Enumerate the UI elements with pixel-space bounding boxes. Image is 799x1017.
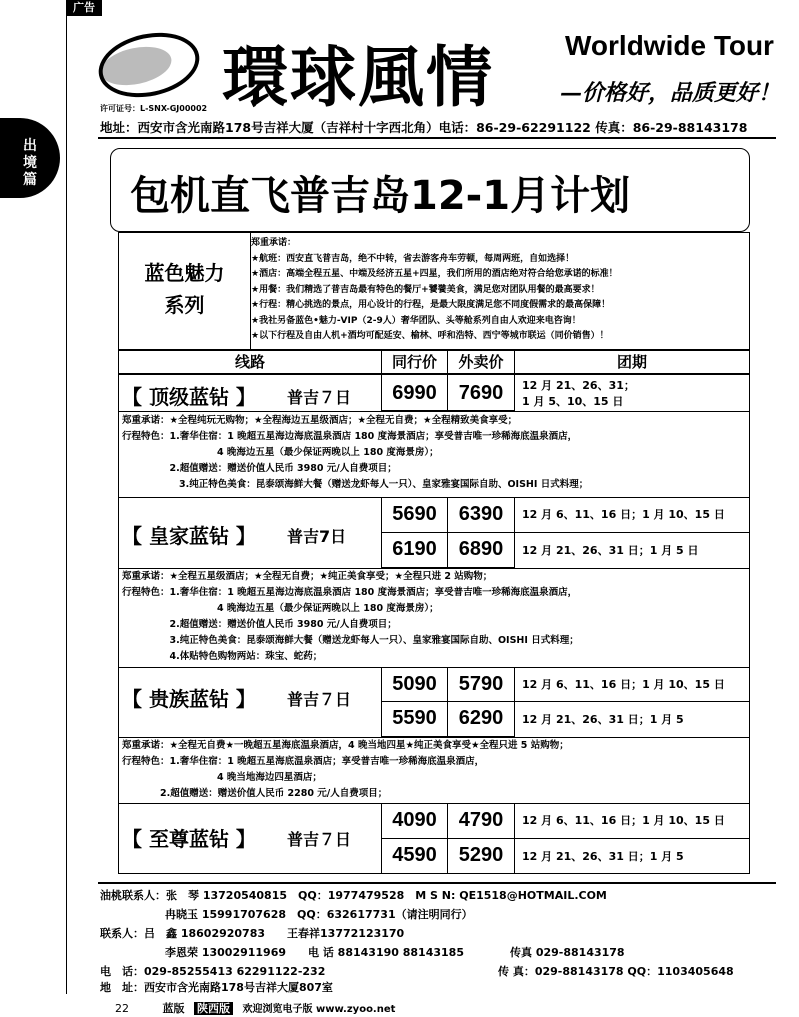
general-promise-box [250, 232, 750, 350]
detail-line: 郑重承诺：★全程纯玩无购物；★全程海边五星级酒店；★全程无自费；★全程精致美食享受； [122, 415, 518, 426]
product-destination: 普吉7日 [287, 527, 347, 546]
departure-dates: 12 月 21、26、31 日；1 月 5 日 [522, 544, 699, 557]
row-divider [118, 411, 750, 412]
departure-dates: 12 月 21、26、31 日；1 月 5 [522, 713, 684, 726]
brand-slogan: —价格好，品质更好！ [560, 80, 781, 106]
detail-line: 4 晚海边五星（最少保证两晚以上 180 度海景房）； [122, 603, 439, 614]
contact-fax: 传真 029-88143178 [510, 946, 625, 959]
detail-line: 3.纯正特色美食：昆泰颂海鲜大餐（赠送龙虾每人一只）、皇家雅宴国际自助、OISHI 日式料理； [122, 635, 579, 646]
col-header-dates: 团期 [514, 350, 750, 374]
detail-line: 郑重承诺：★全程无自费★一晚超五星海底温泉酒店，4 晚当地四星★纯正美食享受★全程只进 5 站购物； [122, 740, 569, 751]
product-name: 【 皇家蓝钻 】 [122, 524, 256, 548]
retail-price: 5290 [447, 838, 515, 874]
departure-dates: 12 月 6、11、16 日；1 月 10、15 日 [522, 678, 725, 691]
promise-line: ★行程：精心挑选的景点，用心设计的行程，是最大限度满足您不同度假需求的最高保障！ [251, 300, 611, 310]
side-tab-char: 篇 [23, 172, 37, 188]
product-name: 【 贵族蓝钻 】 [122, 687, 256, 711]
detail-line: 行程特色：1.奢华住宿：1 晚超五星海边海底温泉酒店 180 度海景酒店；享受普吉唯一珍稀海底温泉酒店， [122, 587, 578, 598]
detail-line: 4 晚海边五星（最少保证两晚以上 180 度海景房）； [122, 447, 439, 458]
promise-line: ★用餐：我们精选了普吉岛最有特色的餐厅+饕餮美食，满足您对团队用餐的最高要求！ [251, 284, 600, 295]
departure-dates: 12 月 21、26、31； [522, 379, 635, 392]
ad-tag: 广告 [66, 0, 102, 16]
retail-price: 6290 [447, 701, 515, 737]
departure-dates: 12 月 6、11、16 日；1 月 10、15 日 [522, 814, 725, 827]
col-header-route: 线路 [118, 350, 382, 374]
col-header-retail-price: 外卖价 [447, 350, 515, 374]
series-name: 蓝色魅力 [144, 261, 225, 285]
detail-line: 2.超值赠送：赠送价值人民币 2280 元/人自费项目； [122, 788, 388, 799]
promise-line: ★航班：西安直飞普吉岛，绝不中转，省去游客舟车劳顿，每周两班，自如选择！ [251, 253, 575, 264]
side-tab-char: 出 [23, 138, 37, 154]
row-divider [514, 532, 750, 533]
peer-price: 5090 [381, 667, 448, 702]
side-tab-char: 境 [23, 155, 37, 171]
detail-line: 2.超值赠送：赠送价值人民币 3980 元/人自费项目； [122, 463, 397, 474]
page-title: 包机直飞普吉岛12-1月计划 [130, 173, 631, 219]
brand-name-en: Worldwide Tour [565, 30, 774, 61]
header-divider [98, 137, 776, 139]
contact-line: 冉晓玉 15991707628 QQ：632617731（请注明同行） [165, 908, 473, 921]
product-name: 【 顶级蓝钻 】 [122, 385, 256, 409]
peer-price: 5590 [381, 701, 448, 737]
logo-ring-icon [93, 24, 206, 106]
peer-price: 6190 [381, 532, 448, 568]
retail-price: 5790 [447, 667, 515, 702]
product-destination: 普吉７日 [287, 388, 352, 407]
contact-line: 联系人：吕 鑫 18602920783 王春祥13772123170 [100, 927, 405, 940]
detail-line: 3.纯正特色美食：昆泰颂海鲜大餐（赠送龙虾每人一只）、皇家雅宴国际自助、OISHI 日式料理； [122, 479, 589, 490]
retail-price: 7690 [447, 374, 515, 411]
promise-line: ★酒店：高端全程五星、中端及经济五星+四星，我们所用的酒店绝对符合给您承诺的标准！ [251, 269, 618, 279]
contact-fax: 传 真：029-88143178 QQ：1103405648 [498, 965, 734, 978]
retail-price: 6890 [447, 532, 515, 568]
row-divider [514, 701, 750, 702]
peer-price: 6990 [381, 374, 448, 411]
section-side-tab [0, 118, 60, 198]
series-label [118, 232, 250, 350]
product-name: 【 至尊蓝钻 】 [122, 827, 256, 851]
detail-line: 4 晚当地海边四星酒店； [122, 772, 322, 783]
retail-price: 4790 [447, 803, 515, 839]
row-divider [514, 838, 750, 839]
peer-price: 4590 [381, 838, 448, 874]
section-name: 蓝版 [162, 1002, 185, 1015]
detail-line: 2.超值赠送：赠送价值人民币 3980 元/人自费项目； [122, 619, 397, 630]
contact-phone: 电 话：029-85255413 62291122-232 [100, 965, 326, 978]
retail-price: 6390 [447, 497, 515, 533]
product-destination: 普吉７日 [287, 690, 352, 709]
page-number: 22 [115, 1002, 129, 1015]
edition-badge: 陕西版 [194, 1002, 233, 1015]
departure-dates: 12 月 6、11、16 日；1 月 10、15 日 [522, 508, 725, 521]
departure-dates: 1 月 5、10、15 日 [522, 395, 624, 408]
series-suffix: 系列 [164, 293, 205, 317]
detail-line: 郑重承诺：★全程五星级酒店；★全程无自费；★纯正美食享受；★全程只进 2 站购物； [122, 571, 493, 582]
contact-line: 李恩荣 13002911969 电 话 88143190 88143185 [165, 946, 464, 959]
license-number: 许可证号：L-SNX-GJ00002 [100, 104, 208, 113]
col-header-peer-price: 同行价 [381, 350, 448, 374]
promise-line: ★我社另备蓝色•魅力-VIP（2-9人）奢华团队、头等舱系列自由人欢迎来电咨询！ [251, 315, 581, 326]
contacts-divider [98, 882, 776, 884]
page-footer [70, 1000, 395, 1016]
contact-line: 油桃联系人：张 琴 13720540815 QQ：1977479528 M S N: QE1518@HOTMAIL.COM [100, 889, 607, 902]
detail-line: 行程特色：1.奢华住宿：1 晚超五星海边海底温泉酒店 180 度海景酒店；享受普吉唯一珍稀海底温泉酒店， [122, 431, 578, 442]
peer-price: 4090 [381, 803, 448, 839]
detail-line: 行程特色：1.奢华住宿：1 晚超五星海底温泉酒店；享受普吉唯一珍稀海底温泉酒店， [122, 756, 485, 767]
footer-website[interactable]: 欢迎浏览电子版 www.zyoo.net [242, 1004, 396, 1015]
promise-line: ★以下行程及自由人机+酒均可配延安、榆林、呼和浩特、西宁等城市联运（同价销售）！ [251, 331, 609, 341]
detail-line: 4.体贴特色购物两站：珠宝、蛇药； [122, 651, 323, 662]
departure-dates: 12 月 21、26、31 日；1 月 5 [522, 850, 684, 863]
product-destination: 普吉７日 [287, 830, 352, 849]
contact-address: 地 址：西安市含光南路178号吉祥大厦807室 [100, 981, 333, 994]
promise-line: 郑重承诺： [251, 238, 297, 248]
header-address: 地址：西安市含光南路178号吉祥大厦（吉祥村十字西北角）电话：86-29-62291122 传真：86-29-88143178 [100, 120, 748, 135]
page-border-line [66, 14, 67, 994]
peer-price: 5690 [381, 497, 448, 533]
brand-name-cn: 環球風情 [222, 38, 494, 116]
